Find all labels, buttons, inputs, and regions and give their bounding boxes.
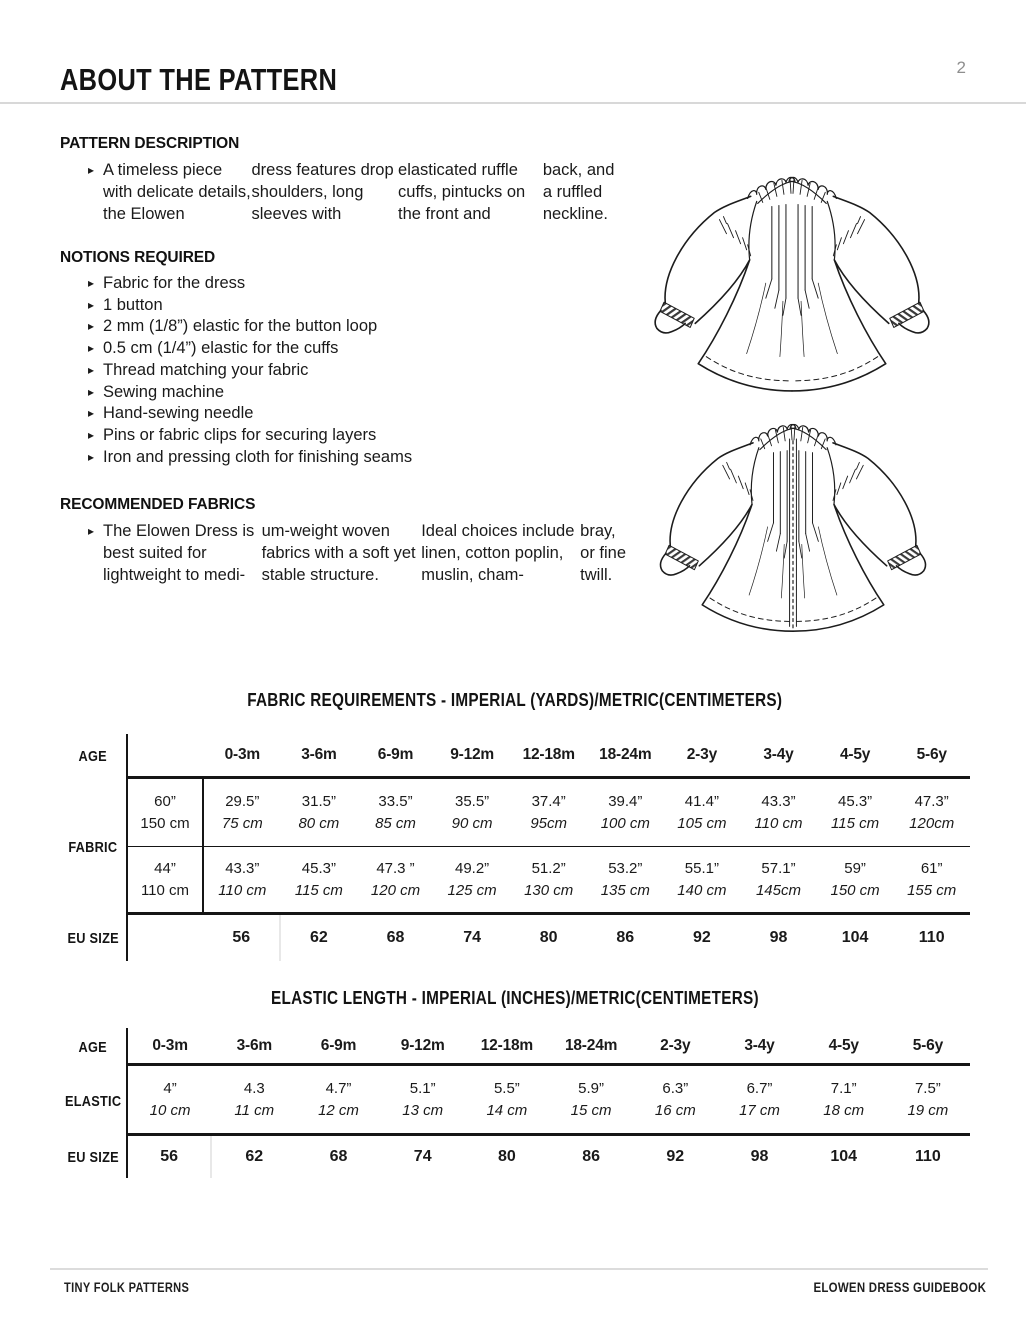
value-metric: 145cm (755, 882, 801, 899)
fabric-cell-44 (204, 847, 281, 915)
eu-size-value: 98 (750, 1148, 769, 1165)
value-imperial: 6.3” (662, 1080, 689, 1097)
value-imperial: 45.3” (837, 793, 873, 810)
bullet-triangle-icon: ▸ (88, 427, 95, 442)
age-column-header: 18-24m (549, 1028, 633, 1066)
text-line: dress features drop shoulders, long sleeves with (251, 161, 394, 223)
page-number: 2 (956, 58, 966, 77)
elastic-cell (886, 1066, 970, 1136)
value-imperial: 47.3” (914, 793, 949, 810)
fabric-cell-44 (510, 847, 587, 915)
eu-size-value: 110 (914, 1148, 941, 1165)
value-imperial: 5.9” (578, 1080, 605, 1097)
list-item-label: 2 mm (1/8”) elastic for the button loop (103, 317, 378, 336)
elastic-row-label: ELASTIC (60, 1066, 128, 1136)
eu-size-value: 110 (918, 929, 945, 946)
eu-size-value: 98 (769, 929, 788, 946)
bullet-triangle-icon: ▸ (88, 341, 95, 356)
elastic-cell (717, 1066, 801, 1136)
value-imperial: 43.3” (225, 860, 260, 877)
value-imperial: 45.3” (301, 860, 336, 877)
fabric-cell-44 (817, 847, 894, 915)
age-column-header: 18-24m (587, 734, 664, 779)
age-column-header: 12-18m (510, 734, 587, 779)
age-column-header: 9-12m (434, 734, 511, 779)
list-item-label: 1 button (103, 295, 163, 314)
section-heading-pattern-description: PATTERN DESCRIPTION (60, 135, 240, 152)
value-metric: 13 cm (402, 1102, 444, 1119)
elastic-cell (549, 1066, 633, 1136)
fabric-cell-60 (817, 779, 894, 847)
bullet-triangle-icon: ▸ (88, 524, 95, 539)
value-metric: 80 cm (298, 815, 340, 832)
value-imperial: 29.5” (225, 793, 260, 810)
fabric-table (60, 734, 970, 961)
value-metric: 100 cm (600, 815, 650, 832)
eu-size-value: 56 (128, 1136, 212, 1178)
list-item-label: Hand-sewing needle (103, 404, 254, 423)
spacer-cell (128, 915, 204, 961)
eu-size-value: 86 (616, 929, 635, 946)
fabric-cell-44 (281, 847, 358, 915)
dress-front-line-drawing (628, 148, 956, 400)
recommended-fabrics-text (60, 520, 628, 586)
fabric-cell-60 (893, 779, 970, 847)
elastic-cell (633, 1066, 717, 1136)
age-column-header: 2-3y (664, 734, 741, 779)
bullet-triangle-icon: ▸ (88, 449, 95, 464)
value-imperial: 31.5” (301, 793, 336, 810)
page-title: ABOUT THE PATTERN (60, 62, 338, 97)
value-imperial: 33.5” (378, 793, 413, 810)
width-metric: 110 cm (140, 882, 190, 899)
value-imperial: 35.5” (454, 793, 490, 810)
fabric-cell-44 (587, 847, 664, 915)
eu-size-value: 68 (386, 929, 405, 946)
age-column-header: 0-3m (204, 734, 281, 779)
value-imperial: 43.3” (761, 793, 796, 810)
fabric-cell-60 (664, 779, 741, 847)
elastic-table (60, 1028, 970, 1178)
value-metric: 90 cm (451, 815, 493, 832)
value-metric: 105 cm (677, 815, 727, 832)
value-imperial: 7.1” (830, 1080, 857, 1097)
age-column-header: 4-5y (817, 734, 894, 779)
age-column-header: 3-4y (717, 1028, 801, 1066)
value-imperial: 51.2” (531, 860, 566, 877)
value-metric: 18 cm (823, 1102, 865, 1119)
text-line: bray, or fine twill. (580, 522, 627, 585)
text-line: elasticated ruffle cuffs, pintucks on the front and (398, 161, 526, 223)
value-metric: 11 cm (234, 1102, 275, 1119)
value-metric: 130 cm (524, 882, 574, 899)
bullet-triangle-icon: ▸ (88, 276, 95, 290)
value-imperial: 7.5” (914, 1080, 941, 1097)
fabric-width-60 (128, 779, 204, 847)
text-line: um-weight woven fabrics with a soft yet stable structure. (261, 522, 416, 585)
value-imperial: 41.4” (684, 793, 719, 810)
footer-divider (50, 1268, 988, 1270)
value-imperial: 47.3 ” (376, 860, 415, 877)
age-row-label: AGE (60, 1028, 128, 1066)
age-column-header: 3-6m (212, 1028, 296, 1066)
elastic-cell (212, 1066, 296, 1136)
value-imperial: 4.3 (243, 1080, 265, 1097)
fabric-cell-44 (740, 847, 817, 915)
value-metric: 16 cm (654, 1102, 696, 1119)
value-metric: 14 cm (486, 1102, 528, 1119)
text-line: A timeless piece with delicate details, the Elowen (103, 161, 251, 223)
value-metric: 95cm (530, 815, 568, 832)
value-imperial: 37.4” (531, 793, 566, 810)
footer-brand: TINY FOLK PATTERNS (64, 1280, 190, 1295)
eu-size-value: 74 (463, 929, 481, 946)
section-heading-notions-required: NOTIONS REQUIRED (60, 249, 216, 266)
fabric-cell-60 (510, 779, 587, 847)
value-imperial: 6.7” (746, 1080, 773, 1097)
fabric-cell-44 (357, 847, 434, 915)
value-metric: 17 cm (739, 1102, 780, 1119)
fabric-row-label: FABRIC (60, 779, 128, 915)
value-imperial: 39.4” (608, 793, 643, 810)
pattern-description-text (60, 159, 628, 225)
bullet-triangle-icon: ▸ (88, 319, 95, 334)
fabric-cell-44 (434, 847, 511, 915)
elastic-cell (802, 1066, 886, 1136)
eu-size-value: 86 (582, 1148, 600, 1165)
eu-size-value: 104 (841, 929, 869, 946)
elastic-table-title: ELASTIC LENGTH - IMPERIAL (INCHES)/METRIC(CENTIMETERS) (271, 988, 759, 1008)
spacer-cell (128, 734, 204, 779)
eu-size-value: 80 (539, 929, 558, 946)
value-imperial: 5.5” (493, 1080, 520, 1097)
eu-size-value: 56 (204, 915, 281, 961)
elastic-cell (296, 1066, 380, 1136)
eu-size-value: 62 (309, 929, 328, 946)
value-metric: 12 cm (318, 1102, 359, 1119)
age-column-header: 3-4y (740, 734, 817, 779)
age-column-header: 2-3y (633, 1028, 717, 1066)
bullet-triangle-icon: ▸ (88, 362, 95, 377)
fabric-cell-60 (434, 779, 511, 847)
value-imperial: 57.1” (761, 860, 796, 877)
age-column-header: 12-18m (465, 1028, 549, 1066)
eu-size-value: 74 (413, 1148, 432, 1165)
header-divider (0, 102, 1026, 104)
width-metric: 150 cm (140, 815, 190, 832)
footer (64, 1280, 986, 1295)
value-imperial: 59” (844, 860, 866, 877)
elastic-cell (128, 1066, 212, 1136)
fabric-cell-44 (893, 847, 970, 915)
fabric-width-44 (128, 847, 204, 915)
value-metric: 150 cm (830, 882, 880, 899)
value-imperial: 5.1” (409, 1080, 436, 1097)
section-heading-recommended-fabrics: RECOMMENDED FABRICS (60, 496, 256, 514)
bullet-triangle-icon: ▸ (88, 163, 95, 177)
age-column-header: 6-9m (296, 1028, 380, 1066)
fabric-cell-60 (357, 779, 434, 847)
fabric-cell-60 (587, 779, 664, 847)
width-imperial: 60” (154, 793, 176, 810)
list-item (88, 316, 628, 338)
list-item-label: Fabric for the dress (103, 274, 246, 292)
footer-document-title: ELOWEN DRESS GUIDEBOOK (813, 1280, 986, 1295)
eu-size-value: 92 (692, 929, 711, 946)
list-item (88, 338, 628, 360)
age-row-label: AGE (60, 734, 128, 779)
fabric-cell-60 (740, 779, 817, 847)
value-imperial: 53.2” (608, 860, 643, 877)
value-metric: 125 cm (447, 882, 497, 899)
bullet-triangle-icon: ▸ (88, 297, 95, 312)
age-column-header: 5-6y (893, 734, 970, 779)
list-item (88, 447, 628, 469)
age-column-header: 9-12m (381, 1028, 465, 1066)
list-item (88, 360, 628, 382)
value-metric: 110 cm (218, 882, 267, 899)
list-item-label: Sewing machine (103, 382, 225, 401)
eu-size-value: 92 (666, 1148, 685, 1165)
notions-list (60, 273, 628, 468)
fabric-cell-60 (204, 779, 281, 847)
bullet-triangle-icon: ▸ (88, 384, 95, 399)
dress-illustrations (628, 148, 958, 640)
value-imperial: 55.1” (684, 860, 719, 877)
value-metric: 15 cm (570, 1102, 612, 1119)
value-metric: 135 cm (600, 882, 650, 899)
list-item (88, 403, 628, 425)
age-column-header: 3-6m (281, 734, 358, 779)
eu-size-value: 62 (245, 1148, 264, 1165)
text-line: Ideal choices include linen, cotton poplin, muslin, cham- (421, 522, 575, 585)
value-imperial: 4.7” (325, 1080, 352, 1097)
text-line: back, and a ruffled neckline. (542, 161, 615, 223)
elastic-cell (465, 1066, 549, 1136)
value-metric: 85 cm (375, 815, 416, 832)
value-metric: 115 cm (831, 815, 880, 832)
value-metric: 115 cm (294, 882, 343, 899)
list-item (88, 273, 628, 295)
list-item-label: Thread matching your fabric (103, 360, 309, 379)
text-line: The Elowen Dress is best suited for lightweight to medi- (103, 522, 255, 585)
list-item (88, 382, 628, 404)
eu-size-row-label: EU SIZE (60, 1136, 128, 1178)
value-metric: 120cm (909, 815, 955, 832)
list-item-label: Iron and pressing cloth for finishing seams (103, 447, 413, 466)
value-metric: 140 cm (677, 882, 727, 899)
value-metric: 155 cm (907, 882, 957, 899)
age-column-header: 6-9m (357, 734, 434, 779)
age-column-header: 0-3m (128, 1028, 212, 1066)
fabric-cell-60 (281, 779, 358, 847)
value-metric: 75 cm (221, 815, 263, 832)
value-imperial: 4” (163, 1080, 177, 1097)
elastic-cell (381, 1066, 465, 1136)
value-imperial: 61” (920, 860, 943, 877)
value-metric: 120 cm (370, 882, 421, 899)
eu-size-value: 104 (830, 1148, 858, 1165)
width-imperial: 44” (154, 860, 176, 877)
dress-back-line-drawing (634, 396, 952, 640)
age-column-header: 4-5y (802, 1028, 886, 1066)
eu-size-value: 68 (329, 1148, 348, 1165)
list-item-label: Pins or fabric clips for securing layers (103, 425, 377, 444)
bullet-triangle-icon: ▸ (88, 406, 95, 421)
value-metric: 19 cm (907, 1102, 949, 1119)
value-metric: 10 cm (149, 1102, 191, 1119)
fabric-table-title: FABRIC REQUIREMENTS - IMPERIAL (YARDS)/METRIC(CENTIMETERS) (247, 690, 783, 710)
eu-size-value: 80 (497, 1148, 516, 1165)
list-item-label: 0.5 cm (1/4”) elastic for the cuffs (103, 339, 339, 358)
list-item (88, 295, 628, 317)
value-imperial: 49.2” (454, 860, 490, 877)
fabric-cell-44 (664, 847, 741, 915)
content-column (60, 135, 628, 610)
age-column-header: 5-6y (886, 1028, 970, 1066)
list-item (88, 425, 628, 447)
eu-size-row-label: EU SIZE (60, 915, 128, 961)
value-metric: 110 cm (754, 815, 803, 832)
